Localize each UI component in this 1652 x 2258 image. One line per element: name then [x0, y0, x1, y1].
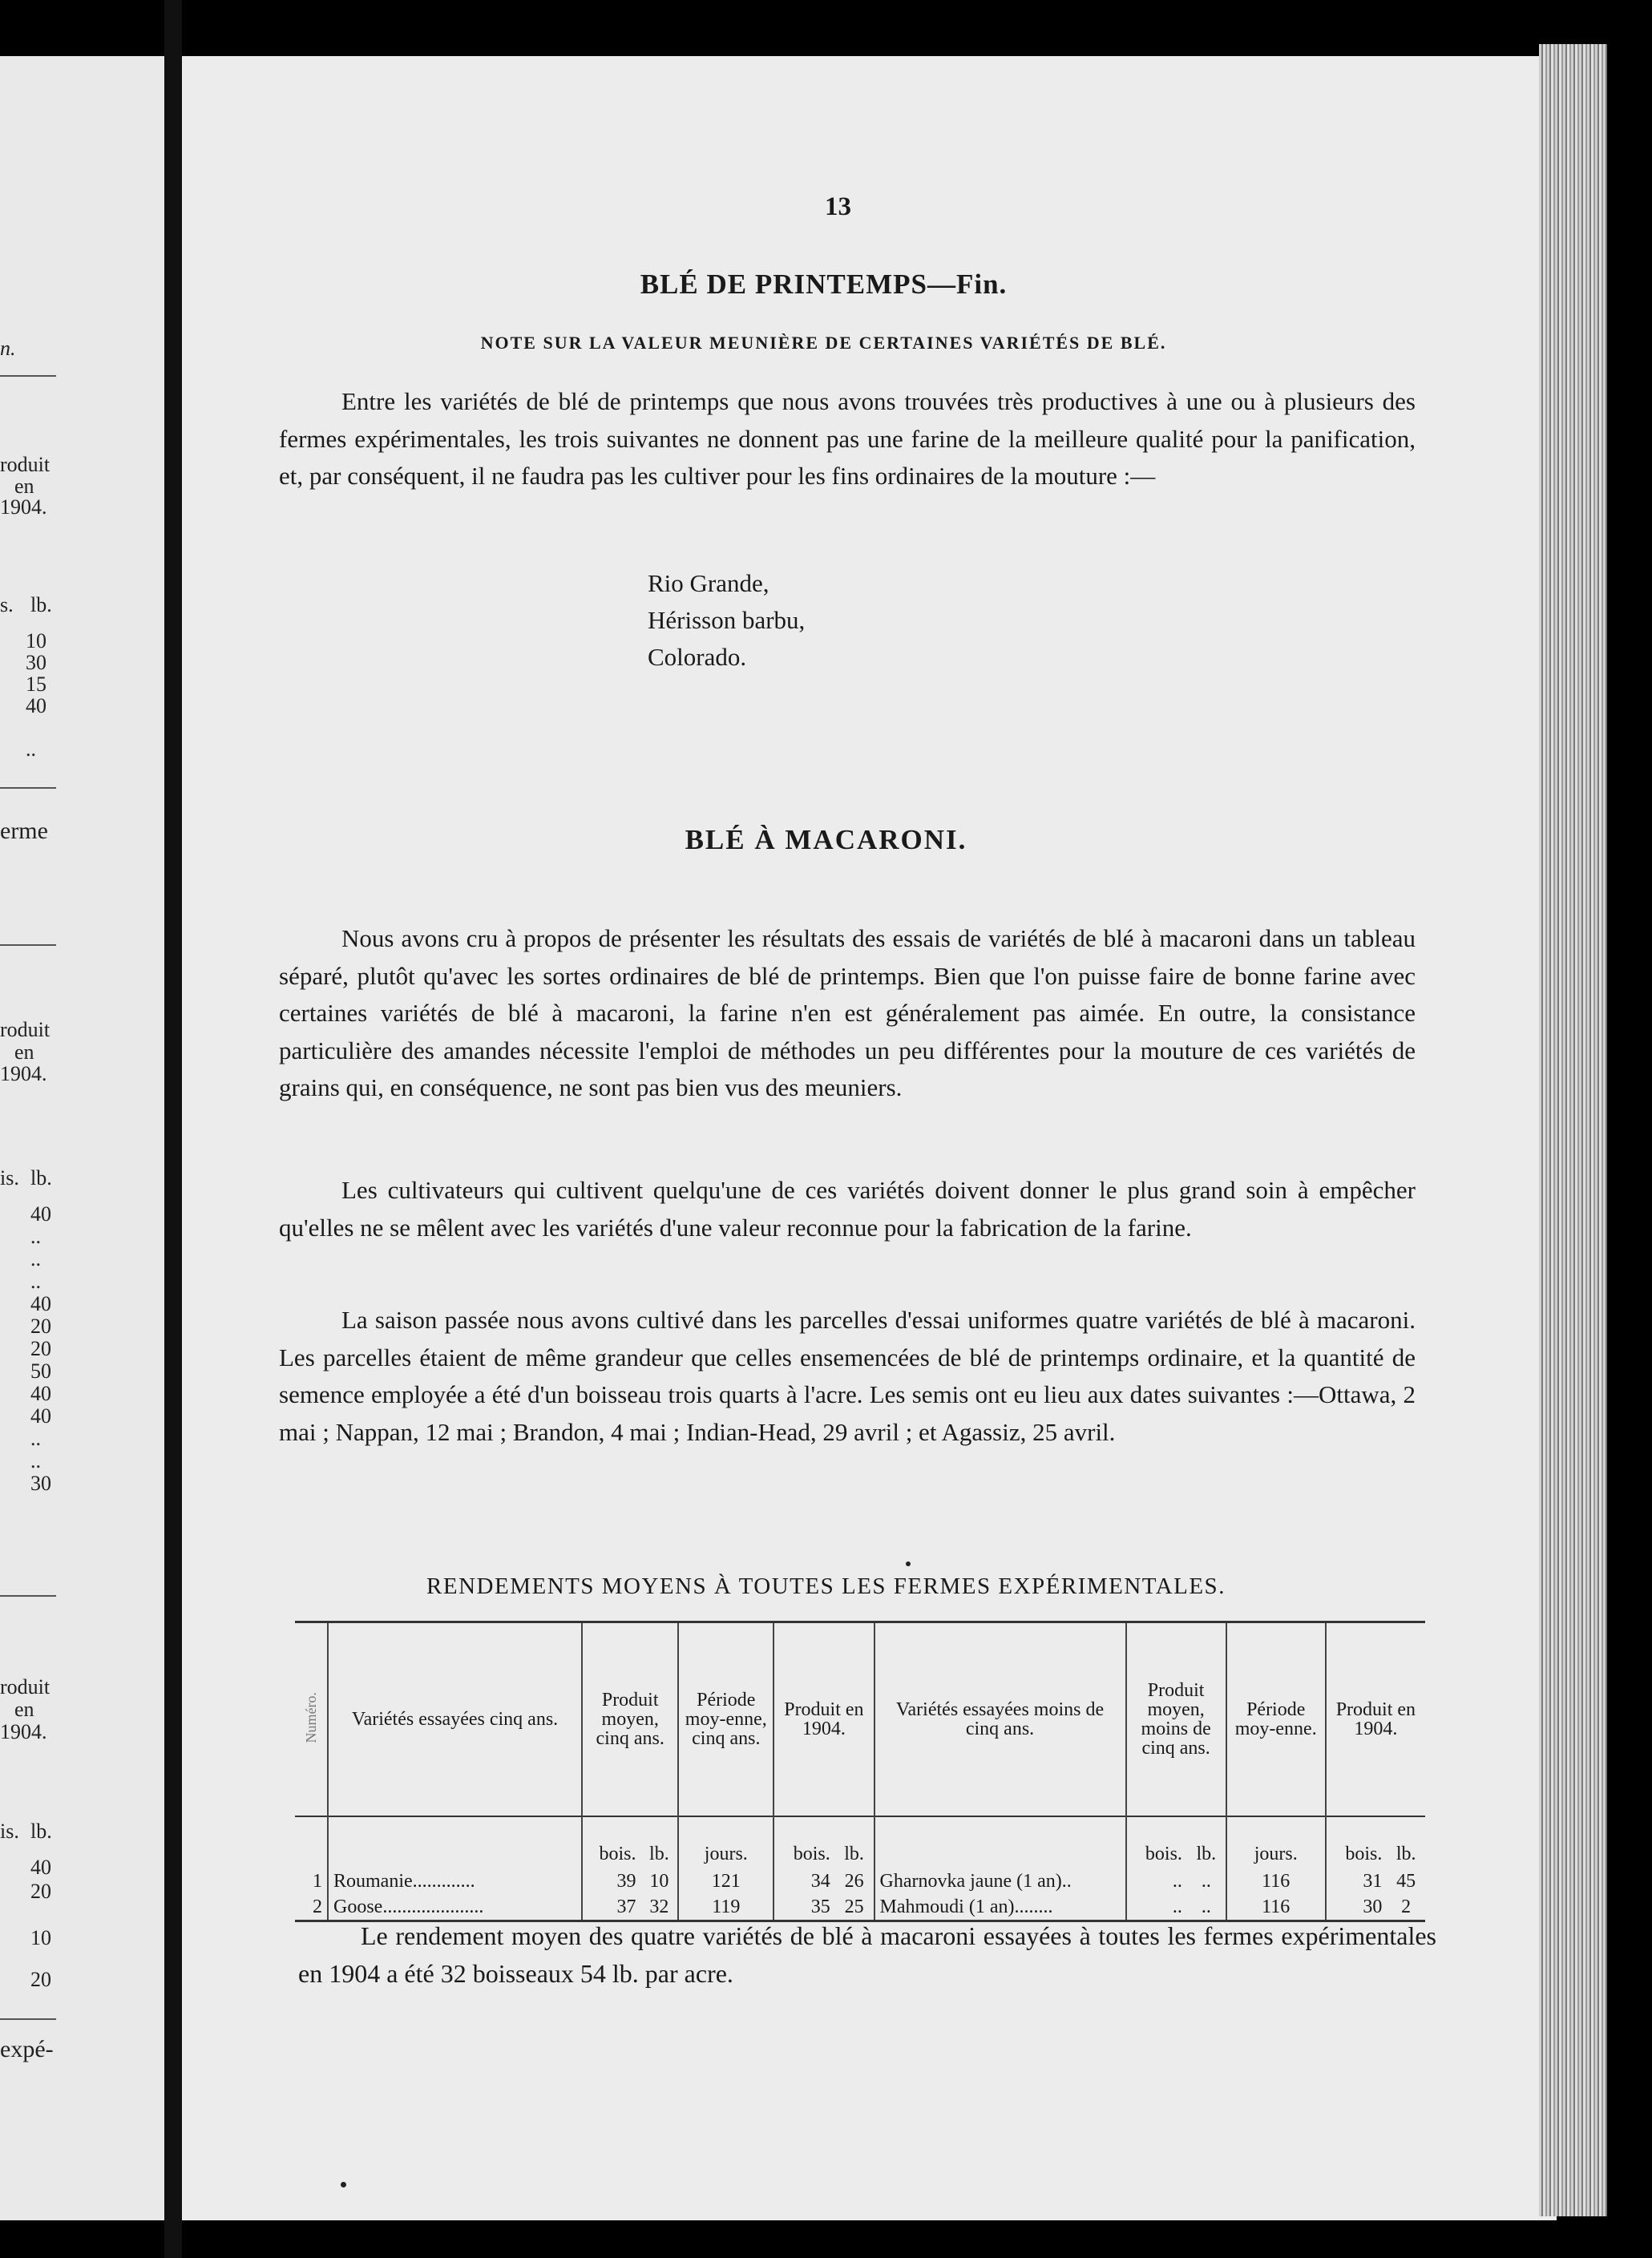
variety-item: Hérisson barbu,	[648, 606, 806, 634]
left-fragment: lb.	[30, 1166, 52, 1190]
left-fragment: is.	[0, 1820, 19, 1843]
section-title: BLÉ À MACARONI.	[685, 824, 967, 855]
ink-speck	[906, 1561, 911, 1566]
left-fragment: is.	[0, 1166, 19, 1190]
unit-label: jours.	[678, 1816, 773, 1868]
header-yield-five: Produit moyen, cinq ans.	[582, 1622, 678, 1817]
variety-name: Roumanie.............	[328, 1868, 582, 1894]
paragraph-season: La saison passée nous avons cultivé dans les parcelles d'essai uniformes quatre variétés de blé à macaroni. Les parcelles étaient de même grandeur que celles ensemencées de blé de printemps ordinaire, et la quantité de semence employée a été d'un boisseau trois quarts à l'acre. Les semis ont eu lieu aux dates suivantes :—Ottawa, 2 mai ; Nappan, 12 mai ; Brandon, 4 mai ; Indian-Head, 29 avril ; et Agassiz, 25 avril.	[279, 1306, 1416, 1446]
table-header-row	[295, 1622, 1425, 1817]
table-row	[295, 1868, 1425, 1894]
divider	[0, 944, 56, 946]
left-fragment: ..	[30, 1225, 41, 1248]
header-yield-1904-b: Produit en 1904.	[1326, 1622, 1425, 1817]
left-fragment: ..	[26, 737, 36, 761]
left-fragment: 10	[26, 629, 46, 652]
left-fragment: 40	[30, 1404, 51, 1428]
yield-pounds: 25	[835, 1894, 874, 1921]
unit-label: bois.	[1126, 1816, 1187, 1868]
left-fragment: ..	[30, 1247, 41, 1270]
page-edges	[1539, 44, 1607, 2216]
period-days: 119	[678, 1894, 773, 1921]
left-fragment: 15	[26, 673, 46, 696]
left-fragment: en	[14, 1040, 34, 1064]
yield-pounds: 45	[1396, 1870, 1416, 1892]
yield-bushels: 39	[582, 1868, 640, 1894]
left-fragment: 20	[30, 1880, 51, 1903]
header-number	[295, 1622, 328, 1817]
divider	[0, 2018, 56, 2020]
variety-item: Colorado.	[648, 643, 747, 671]
page-title	[0, 269, 1647, 301]
left-fragment: 1904.	[0, 1062, 47, 1085]
left-fragment: 20	[30, 1315, 51, 1338]
yield-table	[295, 1621, 1425, 1922]
yield-pounds: 32	[640, 1894, 678, 1921]
yield-bushels: 30	[1326, 1894, 1387, 1921]
period-days: 116	[1226, 1868, 1326, 1894]
unit-label: lb.	[1196, 1844, 1217, 1864]
variety-name-2: Gharnovka jaune (1 an)..	[874, 1868, 1126, 1894]
yield-bushels: 34	[773, 1868, 834, 1894]
left-fragment: 30	[26, 651, 46, 674]
row-number: 2	[295, 1894, 328, 1921]
yield-bushels: 31	[1326, 1868, 1387, 1894]
left-fragment: 20	[30, 1968, 51, 1991]
left-fragment: 1904.	[0, 1720, 47, 1743]
left-fragment: erme	[0, 818, 48, 844]
paragraph-cultivators: Les cultivateurs qui cultivent quelqu'une de ces variétés doivent donner le plus grand soin à empêcher qu'elles ne se mêlent avec les variétés d'une valeur reconnue pour la fabrication de la farine.	[279, 1176, 1416, 1242]
variety-name-2: Mahmoudi (1 an)........	[874, 1894, 1126, 1921]
yield-pounds: ..	[1187, 1894, 1226, 1921]
unit-label: bois.	[1326, 1816, 1387, 1868]
left-fragment: 40	[30, 1856, 51, 1879]
left-fragment: n.	[0, 337, 16, 360]
variety-name: Goose.....................	[328, 1894, 582, 1921]
left-page-fragment	[0, 56, 164, 2220]
yield-pounds: 26	[844, 1870, 864, 1892]
left-fragment: lb.	[30, 1820, 52, 1843]
left-fragment: 40	[30, 1382, 51, 1405]
header-yield-1904: Produit en 1904.	[773, 1622, 874, 1817]
ink-speck	[341, 2182, 346, 2187]
header-period-2: Période moy-enne.	[1226, 1622, 1326, 1817]
header-yield-less: Produit moyen, moins de cinq ans.	[1126, 1622, 1226, 1817]
unit-label: jours.	[1226, 1816, 1326, 1868]
divider	[0, 787, 56, 789]
yield-bushels: 37	[582, 1894, 640, 1921]
period-days: 116	[1226, 1894, 1326, 1921]
yield-pounds: ..	[1201, 1870, 1211, 1892]
left-fragment: s.	[0, 593, 14, 616]
unit-label: lb.	[649, 1844, 669, 1864]
left-fragment: 20	[30, 1337, 51, 1360]
unit-label: lb.	[1396, 1844, 1416, 1864]
header-varieties-five: Variétés essayées cinq ans.	[328, 1622, 582, 1817]
left-fragment: roduit	[0, 453, 50, 476]
header-period: Période moy-enne, cinq ans.	[678, 1622, 773, 1817]
yield-pounds: 10	[649, 1870, 669, 1892]
left-fragment: en	[14, 475, 34, 498]
left-fragment: roduit	[0, 1675, 50, 1699]
row-number: 1	[313, 1870, 322, 1892]
left-fragment: lb.	[30, 593, 52, 616]
divider	[0, 375, 56, 377]
table-caption: RENDEMENTS MOYENS À TOUTES LES FERMES EXPÉRIMENTALES.	[426, 1573, 1226, 1599]
left-fragment: 1904.	[0, 495, 47, 519]
variety-list	[648, 565, 805, 676]
yield-bushels: ..	[1126, 1868, 1187, 1894]
unit-label: lb.	[844, 1844, 864, 1864]
page-number: 13	[825, 192, 851, 221]
yield-pounds: 2	[1387, 1894, 1425, 1921]
paragraph-intro: Entre les variétés de blé de printemps que nous avons trouvées très productives à une ou à plusieurs des fermes expérimentales, les trois suivantes ne donnent pas une farine de la meilleure qualité pour la panification, et, par conséquent, il ne faudra pas les cultiver pour les fins ordinaires de la mouture :—	[279, 387, 1416, 490]
yield-bushels: ..	[1126, 1894, 1187, 1921]
unit-label: bois.	[773, 1816, 834, 1868]
page-title-text: BLÉ DE PRINTEMPS—Fin.	[640, 269, 1008, 300]
left-fragment: 10	[30, 1926, 51, 1949]
left-fragment: 30	[30, 1472, 51, 1495]
header-varieties-less: Variétés essayées moins de cinq ans.	[874, 1622, 1126, 1817]
left-fragment: 40	[30, 1202, 51, 1226]
period-days: 121	[678, 1868, 773, 1894]
yield-bushels: 35	[773, 1894, 834, 1921]
left-fragment: 50	[30, 1359, 51, 1383]
section-subtitle: NOTE SUR LA VALEUR MEUNIÈRE DE CERTAINES VARIÉTÉS DE BLÉ.	[480, 333, 1167, 353]
variety-item: Rio Grande,	[648, 569, 769, 597]
left-fragment: en	[14, 1698, 34, 1721]
left-fragment: ..	[30, 1270, 41, 1293]
left-fragment: ..	[30, 1449, 41, 1472]
left-fragment: 40	[30, 1292, 51, 1315]
paragraph-macaroni: Nous avons cru à propos de présenter les résultats des essais de variétés de blé à macaroni dans un tableau séparé, plutôt qu'avec les sortes ordinaires de blé de printemps. Bien que l'on puisse faire de bonne farine avec certaines variétés de blé à macaroni, la farine n'en est généralement pas aimée. En outre, la consistance particulière des amandes nécessite l'emploi de méthodes un peu différentes pour la mouture de ces variétés de grains qui, en conséquence, ne sont pas bien vus des meuniers.	[279, 924, 1416, 1101]
units-row	[295, 1816, 1425, 1868]
unit-label: bois.	[582, 1816, 640, 1868]
left-fragment: expé-	[0, 2036, 54, 2062]
left-fragment: 40	[26, 694, 46, 717]
left-fragment: roduit	[0, 1018, 50, 1041]
paragraph-average: Le rendement moyen des quatre variétés de blé à macaroni essayées à toutes les fermes expérimentales en 1904 a été 32 boisseaux 54 lb. par acre.	[298, 1921, 1436, 1988]
header-number-text: Numéro.	[303, 1691, 319, 1743]
left-fragment: ..	[30, 1427, 41, 1450]
